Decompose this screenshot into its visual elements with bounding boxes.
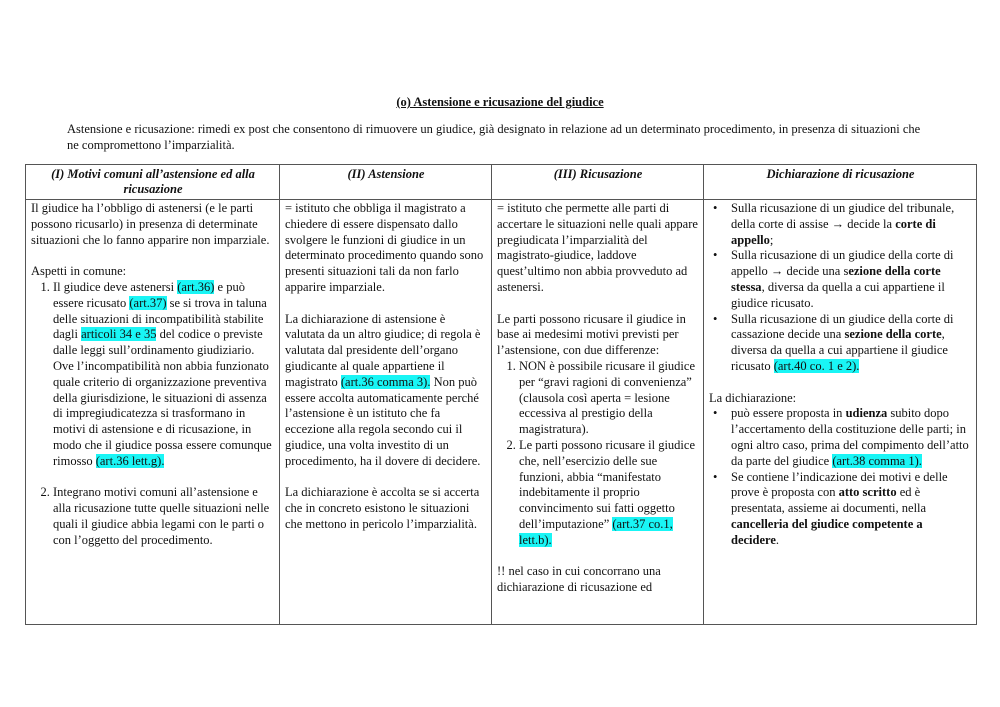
comparison-table xyxy=(25,164,977,625)
header-motivi-comuni: (I) Motivi comuni all’astensione ed alla ricusazione xyxy=(26,165,280,200)
arrow-right-icon: → xyxy=(831,216,845,231)
intro-paragraph: Astensione e ricusazione: rimedi ex post che consentono di rimuovere un giudice, già designato in relazione ad un determinato procedimento, in presenza di situazioni che ne compromettono l’imparzialità. xyxy=(67,122,921,152)
differences-list xyxy=(497,359,699,549)
cell-ricusazione xyxy=(492,200,704,625)
text-paragraph: = istituto che permette alle parti di accertare le situazioni nelle quali appare pregiudicata l’imparzialità del magistrato-giudice, laddove quest’ultimo non abbia provveduto ad astenersi. xyxy=(497,201,698,294)
aspects-list xyxy=(31,280,275,549)
text-paragraph: Il giudice ha l’obbligo di astenersi (e le parti possono ricusarlo) in presenza di determinate situazioni che lo fanno apparire non imparziale. xyxy=(31,201,270,247)
bullet-icon: • xyxy=(713,469,718,484)
list-item: 2. Le parti possono ricusare il giudice che, nell’esercizio delle sue funzioni, abbia “manifestato indebitamente il proprio convincimento sui fatti oggetto dell’imputazione” (art.37 co.1, lett.b). xyxy=(519,438,699,549)
list-item: • può essere proposta in udienza subito dopo l’accertamento della costituzione delle parti; in ogni altro caso, prima del compimento dell’atto da parte del giudice (art.38 comma 1). xyxy=(713,406,969,468)
text-paragraph: La dichiarazione: xyxy=(709,390,797,405)
article-reference: (art.36 comma 3). xyxy=(340,374,431,389)
text-paragraph: Aspetti in comune: xyxy=(31,264,127,279)
text-paragraph: La dichiarazione di astensione è valutata da un altro giudice; di regola è valutata dal presidente dell’organo giudicante al quale appartiene il magistrato (art.36 comma 3). Non può essere accolta automaticamente perché l’astensione è un istituto che fa eccezione alla regola secondo cui il giudice, una volta investito di un procedimento, ha il dovere di decidere. xyxy=(285,311,481,468)
cell-motivi-comuni xyxy=(26,200,280,625)
list-item: 1. Il giudice deve astenersi (art.36) e può essere ricusato (art.37) se si trova in taluna delle situazioni di incompatibilità stabilite dagli articoli 34 e 35 del codice o previste dalle leggi sull’ordinamento giudiziario. Ove l’incompatibilità non abbia funzionato quale criterio di organizzazione preventiva della giurisdizione, le situazioni di assenza di impregiudicatezza si trasformano in motivi di astensione e di ricusazione, in modo che il giudice possa essere comunque rimosso (art.36 lett.g). xyxy=(53,280,275,470)
article-reference: (art.37 co.1, lett.b). xyxy=(519,516,673,547)
text-paragraph: Le parti possono ricusare il giudice in base ai medesimi motivi previsti per l’astensione, con due differenze: xyxy=(497,311,686,358)
list-item: • Se contiene l’indicazione dei motivi e delle prove è proposta con atto scritto ed è presentata, assieme ai documenti, nella cancelleria del giudice competente a decidere. xyxy=(713,469,948,547)
declaration-list xyxy=(709,406,972,548)
list-item: • Sulla ricusazione di un giudice della corte di appello → decide una sezione della corte stessa, diversa da quella a cui appartiene il giudice ricusato. xyxy=(713,248,954,310)
arrow-right-icon: → xyxy=(770,264,784,279)
article-reference: (art.37) xyxy=(129,295,167,310)
header-dichiarazione: Dichiarazione di ricusazione xyxy=(704,165,977,200)
table-header-row xyxy=(26,165,977,200)
list-item: 1. NON è possibile ricusare il giudice per “gravi ragioni di convenienza” (clausola così aperta = lesione eccessiva al prestigio della magistratura). xyxy=(519,359,699,438)
list-item: • Sulla ricusazione di un giudice del tribunale, della corte di assise → decide la corte di appello; xyxy=(713,201,955,247)
article-reference: (art.36) xyxy=(177,279,215,294)
cell-astensione xyxy=(280,200,492,625)
competence-list xyxy=(709,201,972,375)
article-reference: articoli 34 e 35 xyxy=(81,327,157,342)
cell-dichiarazione xyxy=(704,200,977,625)
header-astensione: (II) Astensione xyxy=(280,165,492,200)
list-item: • Sulla ricusazione di un giudice della corte di cassazione decide una sezione della corte, diversa da quella a cui appartiene il giudice ricusato (art.40 co. 1 e 2). xyxy=(713,311,954,373)
bullet-icon: • xyxy=(713,406,718,421)
header-ricusazione: (III) Ricusazione xyxy=(492,165,704,200)
text-paragraph: !! nel caso in cui concorrano una dichiarazione di ricusazione ed xyxy=(497,564,661,595)
table-body-row xyxy=(26,200,977,625)
text-paragraph: = istituto che obbliga il magistrato a chiedere di essere dispensato dallo svolgere le funzioni di giudice in un determinato procedimento quando sono presenti situazioni tali da non farlo apparire imparziale. xyxy=(285,201,484,294)
page-title: (o) Astensione e ricusazione del giudice xyxy=(396,95,604,109)
article-reference: (art.36 lett.g). xyxy=(95,453,165,468)
bullet-icon: • xyxy=(713,201,718,215)
bullet-icon: • xyxy=(713,248,718,263)
text-paragraph: La dichiarazione è accolta se si accerta che in concreto esistono le situazioni che mettono in pericolo l’imparzialità. xyxy=(285,485,480,531)
article-reference: (art.38 comma 1). xyxy=(832,453,922,468)
bullet-icon: • xyxy=(713,311,718,326)
list-item: 2. Integrano motivi comuni all’astensione e alla ricusazione tutte quelle situazioni nelle quali il giudice abbia legami con le parti o con l’oggetto del procedimento. xyxy=(53,485,275,548)
article-reference: (art.40 co. 1 e 2). xyxy=(773,358,860,373)
